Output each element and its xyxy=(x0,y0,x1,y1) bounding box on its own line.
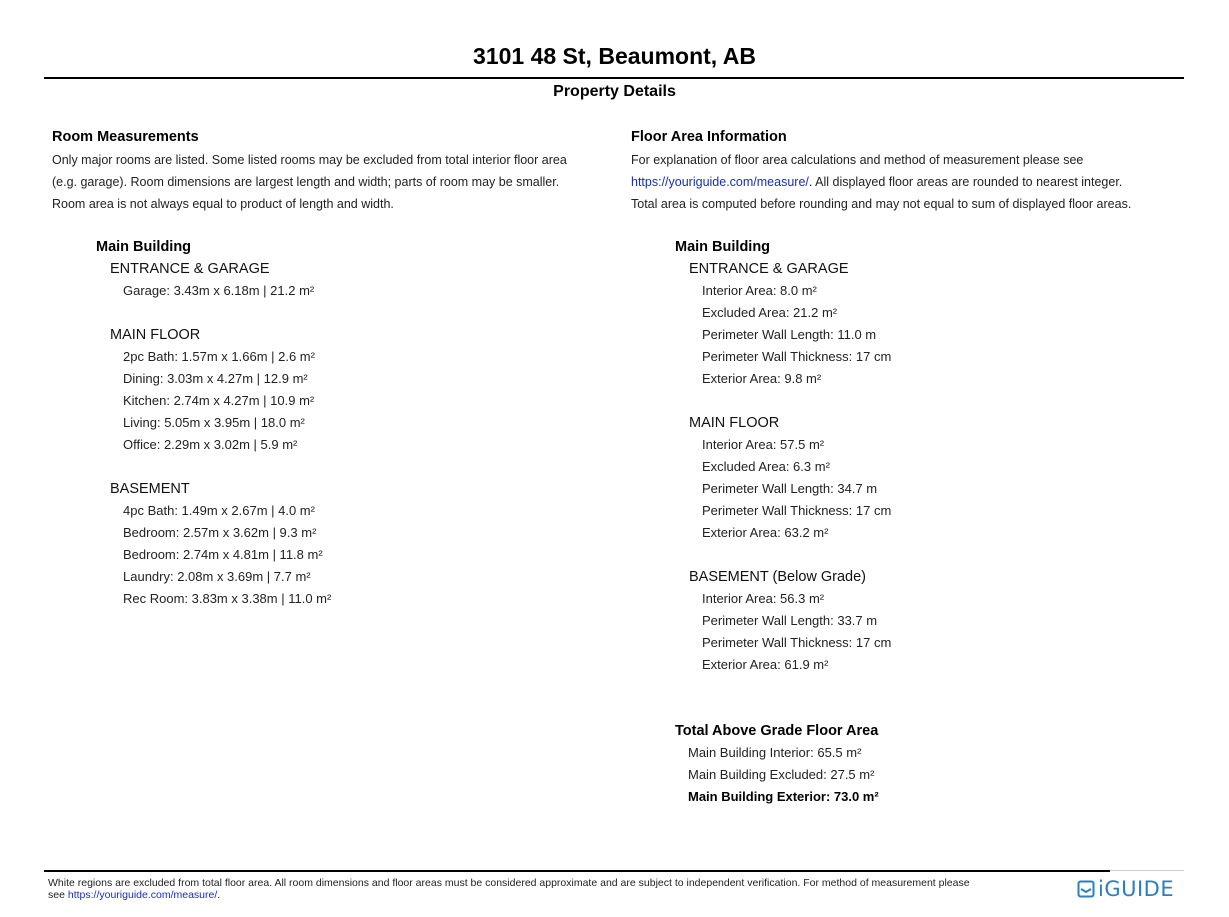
page-title: 3101 48 St, Beaumont, AB xyxy=(473,43,756,69)
room-measurements-intro xyxy=(52,149,612,215)
area-item: Perimeter Wall Thickness: 17 cm xyxy=(702,635,892,650)
room-intro-line: (e.g. garage). Room dimensions are largest length and width; parts of room may be smaller. xyxy=(52,175,560,189)
area-item: Perimeter Wall Length: 34.7 m xyxy=(702,481,878,496)
footer-line xyxy=(48,889,1048,901)
footer-text: . xyxy=(217,889,221,901)
floor-intro-line: Total area is computed before rounding and may not equal to sum of displayed floor areas. xyxy=(631,197,1132,211)
floor-area-list xyxy=(675,236,891,808)
area-item: Perimeter Wall Length: 33.7 m xyxy=(702,613,878,628)
room-item: Office: 2.29m x 3.02m | 5.9 m² xyxy=(123,437,298,452)
floor-intro-line xyxy=(631,171,1191,193)
floor-area-intro xyxy=(631,149,1191,215)
floor-group-title: BASEMENT xyxy=(110,481,190,497)
area-item: Interior Area: 57.5 m² xyxy=(702,437,825,452)
floor-group-title: ENTRANCE & GARAGE xyxy=(110,261,270,277)
room-intro-line: Only major rooms are listed. Some listed rooms may be excluded from total interior floor area xyxy=(52,153,567,167)
iguide-logo-text: iGUIDE xyxy=(1098,877,1175,901)
room-item: Rec Room: 3.83m x 3.38m | 11.0 m² xyxy=(123,591,332,606)
floor-group-title: MAIN FLOOR xyxy=(689,415,780,431)
title-divider xyxy=(44,77,1184,79)
totals-heading: Total Above Grade Floor Area xyxy=(675,723,879,739)
area-item: Perimeter Wall Length: 11.0 m xyxy=(702,327,877,342)
measure-link[interactable]: https://youriguide.com/measure/ xyxy=(631,175,809,189)
area-item: Excluded Area: 6.3 m² xyxy=(702,459,830,474)
iguide-logo xyxy=(1077,876,1174,902)
area-item: Perimeter Wall Thickness: 17 cm xyxy=(702,503,892,518)
total-interior: Main Building Interior: 65.5 m² xyxy=(688,745,862,760)
room-item: 4pc Bath: 1.49m x 2.67m | 4.0 m² xyxy=(123,503,315,518)
floor-group-title: ENTRANCE & GARAGE xyxy=(689,261,849,277)
room-item: Bedroom: 2.74m x 4.81m | 11.8 m² xyxy=(123,547,323,562)
room-item: Bedroom: 2.57m x 3.62m | 9.3 m² xyxy=(123,525,317,540)
footer-measure-link[interactable]: https://youriguide.com/measure/ xyxy=(67,889,218,901)
area-item: Exterior Area: 61.9 m² xyxy=(702,657,829,672)
floor-intro-text: . All displayed floor areas are rounded to nearest integer. xyxy=(808,175,1123,189)
footer-text: see xyxy=(48,889,68,901)
floor-intro-line: For explanation of floor area calculations and method of measurement please see xyxy=(631,153,1084,167)
building-heading: Main Building xyxy=(675,239,771,255)
room-item: Dining: 3.03m x 4.27m | 12.9 m² xyxy=(123,371,308,386)
iguide-logo-icon xyxy=(1077,880,1095,898)
room-item: Living: 5.05m x 3.95m | 18.0 m² xyxy=(123,415,305,430)
floor-area-heading: Floor Area Information xyxy=(631,129,787,145)
area-item: Perimeter Wall Thickness: 17 cm xyxy=(702,349,892,364)
area-item: Interior Area: 8.0 m² xyxy=(702,283,817,298)
room-item: Garage: 3.43m x 6.18m | 21.2 m² xyxy=(123,283,315,298)
room-item: Laundry: 2.08m x 3.69m | 7.7 m² xyxy=(123,569,311,584)
building-heading: Main Building xyxy=(96,239,192,255)
floor-group-title: MAIN FLOOR xyxy=(110,327,201,343)
page-subtitle: Property Details xyxy=(553,83,676,100)
area-item: Interior Area: 56.3 m² xyxy=(702,591,825,606)
room-item: 2pc Bath: 1.57m x 1.66m | 2.6 m² xyxy=(123,349,315,364)
area-item: Excluded Area: 21.2 m² xyxy=(702,305,838,320)
total-excluded: Main Building Excluded: 27.5 m² xyxy=(688,767,875,782)
footer-divider xyxy=(44,870,1110,872)
room-intro-line: Room area is not always equal to product of length and width. xyxy=(52,197,394,211)
room-measurements-heading: Room Measurements xyxy=(52,129,199,145)
footer-divider-light xyxy=(1110,870,1184,871)
footer-line: White regions are excluded from total floor area. All room dimensions and floor areas must be considered approximate and are subject to independent verification. For method of measurement please xyxy=(48,877,970,889)
area-item: Exterior Area: 63.2 m² xyxy=(702,525,829,540)
floor-group-title: BASEMENT (Below Grade) xyxy=(689,569,867,585)
total-exterior: Main Building Exterior: 73.0 m² xyxy=(688,789,879,804)
footer-disclaimer xyxy=(48,877,1048,901)
room-measurements-list xyxy=(96,236,331,610)
room-item: Kitchen: 2.74m x 4.27m | 10.9 m² xyxy=(123,393,315,408)
area-item: Exterior Area: 9.8 m² xyxy=(702,371,822,386)
